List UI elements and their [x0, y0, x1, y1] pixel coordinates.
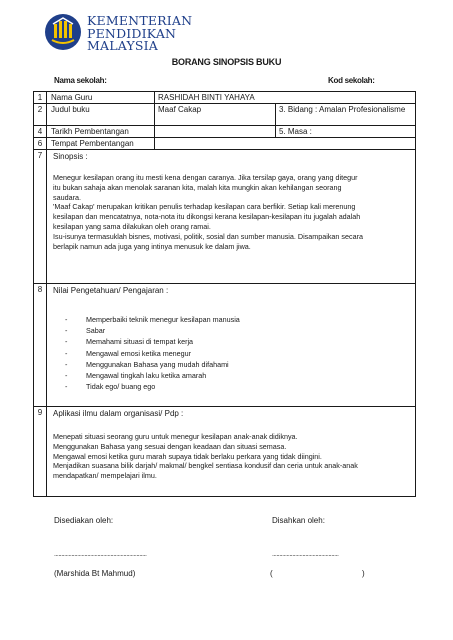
synopsis-form-table: [33, 91, 416, 497]
list-item: - Tidak ego/ buang ego: [65, 381, 240, 392]
presentation-venue-label: Tempat Pembentangan: [51, 139, 134, 148]
row-number: 4: [34, 126, 47, 137]
school-name-label: Nama sekolah:: [54, 76, 107, 85]
approver-name-close: ): [362, 569, 365, 578]
application-line: Menepati situasi seorang guru untuk menegur kesilapan anak-anak didiknya.: [53, 432, 298, 441]
list-item: - Mengawal tingkah laku ketika amarah: [65, 370, 240, 381]
application-line: Menjadikan suasana bilik darjah/ makmal/ bengkel sentiasa kondusif dan ceria untuk anak-anak: [53, 461, 358, 471]
synopsis-line: kesilapan yang sama dilakukan oleh orang ramai.: [53, 221, 211, 231]
presentation-date-label: Tarikh Pembentangan: [51, 127, 129, 136]
presentation-date-value[interactable]: [154, 126, 275, 137]
presentation-time-field[interactable]: 5. Masa :: [275, 126, 415, 137]
list-item: - Memahami situasi di tempat kerja: [65, 336, 240, 347]
teacher-name-label: Nama Guru: [51, 93, 93, 102]
synopsis-text: [53, 173, 411, 251]
application-line: mendapatkan/ mempelajari ilmu.: [53, 471, 157, 481]
synopsis-line: kesilapan dan mencatatnya, nota-nota itu dikongsi kerana kesilapan-kesilapan itu jugalah adalah: [53, 212, 361, 222]
list-item: - Menggunakan Bahasa yang mudah difahami: [65, 359, 240, 370]
form-row-venue: [34, 138, 415, 150]
application-text: [53, 432, 411, 481]
school-code-label: Kod sekolah:: [328, 76, 375, 85]
knowledge-list: [65, 314, 240, 392]
application-line: Menggunakan Bahasa yang sesuai dengan keadaan dan situasi semasa.: [53, 441, 287, 451]
logo-line-3: MALAYSIA: [87, 38, 159, 53]
row-number: 6: [34, 138, 47, 149]
synopsis-line: saudara.: [53, 192, 81, 202]
ministry-logo: [44, 13, 193, 55]
approved-signature-line[interactable]: ..............................................: [272, 551, 339, 558]
book-title-label: Judul buku: [51, 105, 90, 114]
list-item: - Memperbaiki teknik menegur kesilapan manusia: [65, 314, 240, 325]
presentation-venue-value[interactable]: [154, 138, 275, 149]
book-title-value[interactable]: Maaf Cakap: [154, 104, 275, 125]
form-row-date: [34, 126, 415, 138]
list-item: - Sabar: [65, 325, 240, 336]
field-area-value[interactable]: 3. Bidang : Amalan Profesionalisme: [275, 104, 415, 125]
ministry-emblem-icon: [44, 13, 82, 51]
logo-line-2: PENDIDIKAN: [87, 25, 177, 41]
synopsis-line: Menegur kesilapan orang itu mesti kena dengan caranya. Jika tersilap gaya, orang yang ditegur: [53, 173, 358, 182]
form-row-synopsis: [34, 150, 415, 284]
synopsis-label: Sinopsis :: [53, 152, 88, 161]
prepared-by-label: Disediakan oleh:: [54, 516, 114, 525]
preparer-name: (Marshida Bt Mahmud): [54, 569, 136, 578]
row-number: 7: [34, 150, 47, 283]
form-row-book: [34, 104, 415, 126]
row-number: 9: [34, 407, 47, 496]
row-number: 1: [34, 92, 47, 103]
prepared-signature-line[interactable]: ................................................................: [54, 551, 147, 558]
row-number: 2: [34, 104, 47, 125]
form-row-knowledge: [34, 284, 415, 407]
synopsis-line: Isu-isunya termasuklah bisnes, motivasi, politik, sosial dan sumber manusia. Disampaikan secara: [53, 231, 363, 241]
ministry-logo-text: [87, 15, 192, 53]
synopsis-line: itu bukan sahaja akan menolak saranan kita, malah kita mungkin akan kehilangan seorang: [53, 182, 342, 192]
teacher-name-value[interactable]: RASHIDAH BINTI YAHAYA: [154, 92, 415, 103]
application-label: Aplikasi ilmu dalam organisasi/ Pdp :: [53, 409, 184, 418]
form-row-teacher: [34, 92, 415, 104]
approver-name-open: (: [270, 569, 273, 578]
row-number: 8: [34, 284, 47, 406]
form-title: BORANG SINOPSIS BUKU: [171, 57, 282, 67]
knowledge-label: Nilai Pengetahuan/ Pengajaran :: [53, 286, 169, 295]
logo-line-1: KEMENTERIAN: [87, 13, 193, 28]
list-item: - Mengawal emosi ketika menegur: [65, 348, 240, 359]
synopsis-line: 'Maaf Cakap' merupakan kritikan penulis terhadap kesilapan cara berfikir. Setiap kali merenung: [53, 202, 356, 212]
application-line: Mengawal emosi ketika guru marah supaya tidak berlaku perkara yang tidak diingini.: [53, 451, 322, 461]
approved-by-label: Disahkan oleh:: [272, 516, 325, 525]
form-row-application: [34, 407, 415, 496]
synopsis-line: berlapik namun ada juga yang intinya menusuk ke dalam jiwa.: [53, 241, 251, 251]
